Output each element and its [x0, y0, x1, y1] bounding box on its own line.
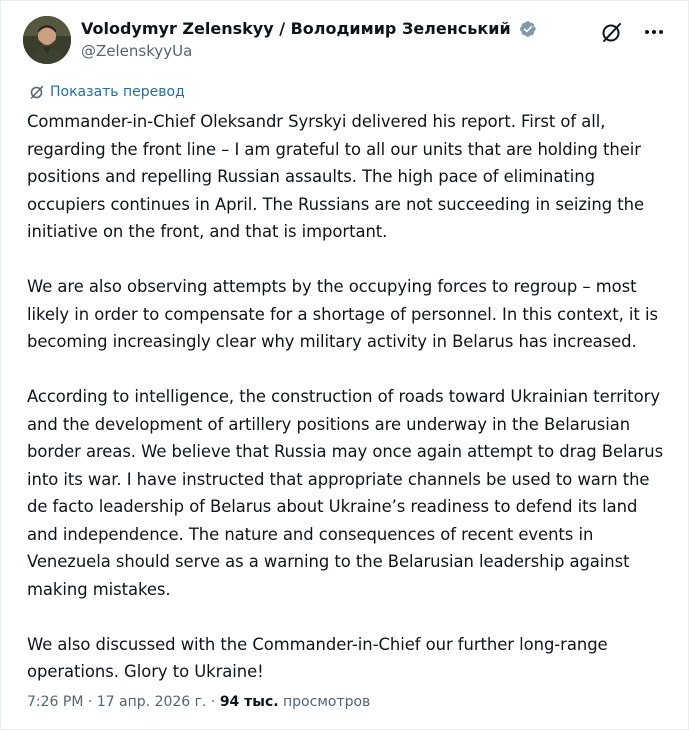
more-options-icon[interactable]: [642, 20, 666, 44]
author-handle[interactable]: @ZelenskyyUa: [81, 42, 193, 60]
author-info[interactable]: [81, 18, 537, 61]
show-translation-label[interactable]: Показать перевод: [50, 84, 185, 100]
post-paragraph: We also discussed with the Commander-in-Chief our further long-range operations. Glory to Ukraine!: [27, 634, 608, 681]
author-display-name[interactable]: Volodymyr Zelenskyy / Володимир Зеленський: [81, 19, 511, 38]
post-time[interactable]: 7:26 PM: [27, 694, 84, 710]
post-text: [27, 108, 672, 713]
post-date[interactable]: 17 апр. 2026 г.: [96, 694, 207, 710]
avatar-image: [23, 16, 71, 64]
post-paragraph: We are also observing attempts by the occupying forces to regroup – most likely in order to compensate for a shortage of personnel. In this context, it is becoming increasingly clear why military activity in Belarus has increased.: [27, 277, 658, 351]
views-count[interactable]: 94 тыс.: [219, 694, 279, 710]
grok-icon[interactable]: [600, 20, 624, 44]
translate-icon: [29, 84, 45, 100]
post-header: [23, 14, 666, 70]
verified-badge-icon[interactable]: [519, 20, 537, 38]
views-label: просмотров: [283, 694, 371, 710]
avatar[interactable]: [23, 16, 71, 64]
header-actions: [600, 20, 666, 44]
post-meta: [27, 694, 370, 710]
post-paragraph: According to intelligence, the construction of roads toward Ukrainian territory and the development of artillery positions are underway in the Belarusian border areas. We believe that Russia may once again attempt to drag Belarus into its war. I have instructed that appropriate channels be used to warn the de facto leadership of Belarus about Ukraine’s readiness to defend its land and independence. The nature and consequences of recent events in Venezuela should serve as a warning to the Belarusian leadership against making mistakes.: [27, 387, 664, 599]
show-translation-link[interactable]: [29, 84, 185, 100]
meta-separator: ·: [210, 694, 216, 710]
meta-separator: ·: [87, 694, 93, 710]
post-paragraph: Commander-in-Chief Oleksandr Syrskyi delivered his report. First of all, regarding the front line – I am grateful to all our units that are holding their positions and repelling Russian assaults. The high pace of eliminating occupiers continues in April. The Russians are not succeeding in seizing the initiative on the front, and that is important.: [27, 112, 645, 241]
